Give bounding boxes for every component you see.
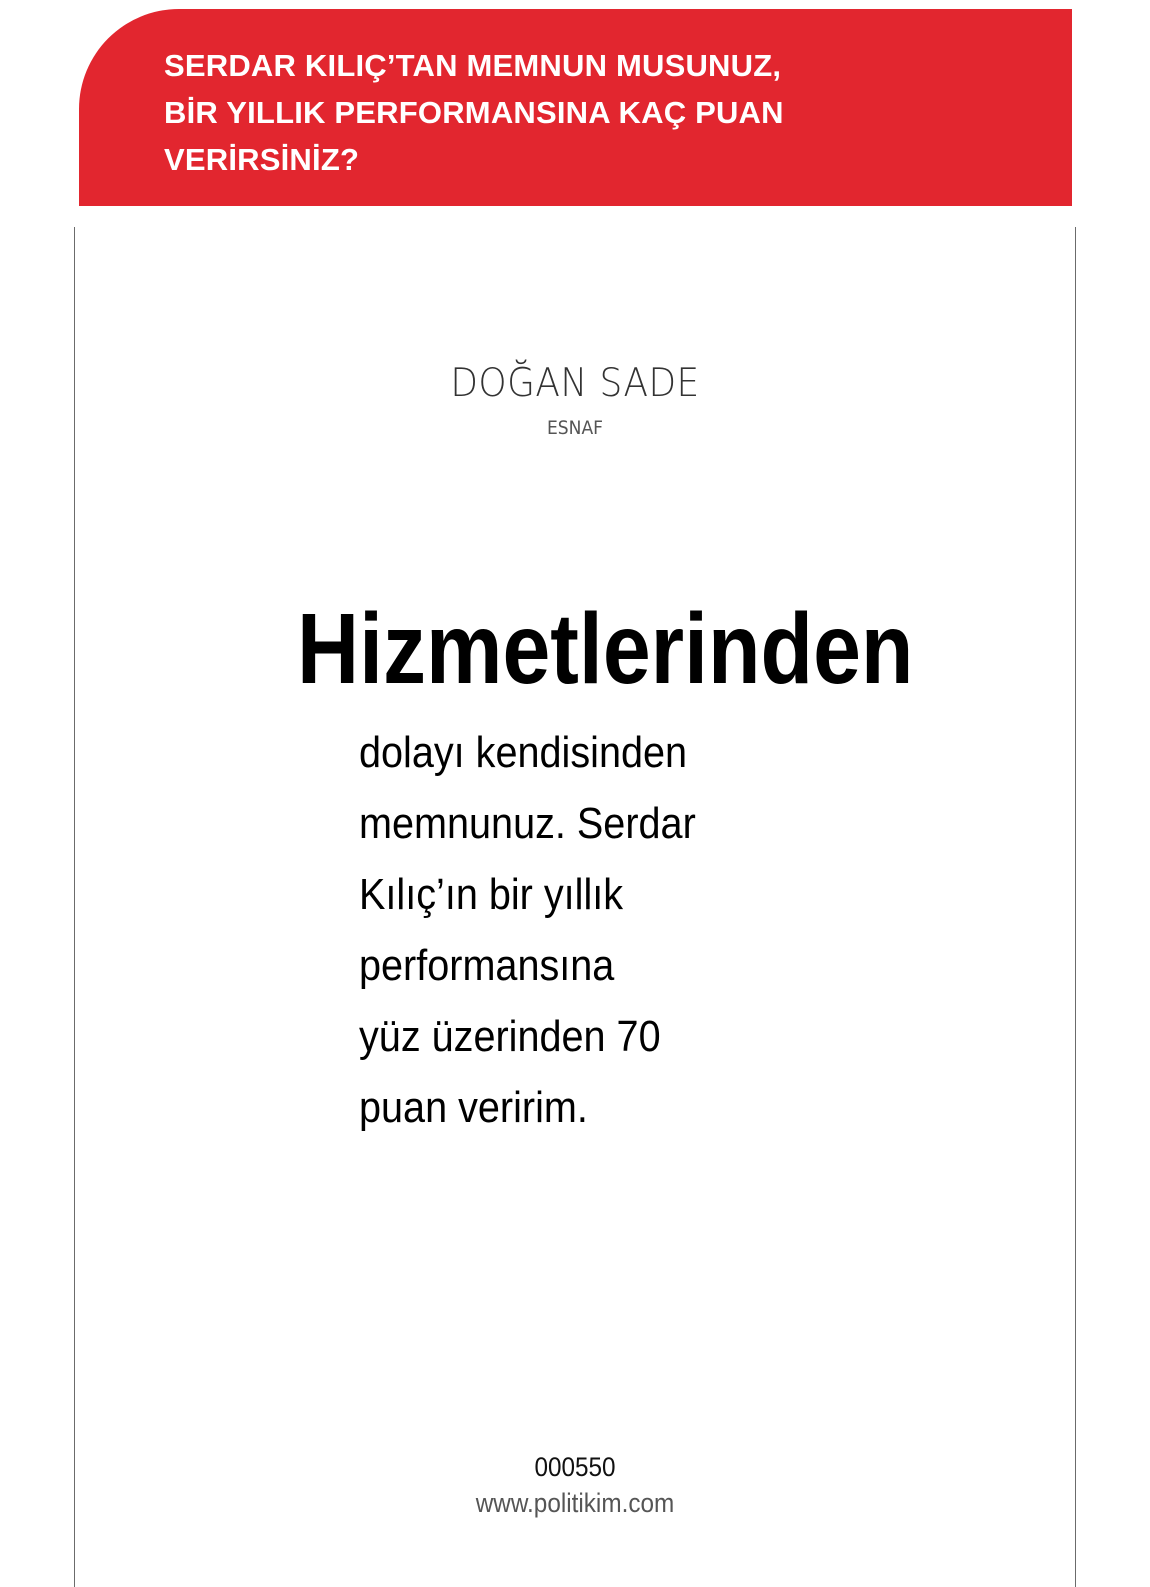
header-title <box>164 42 1044 183</box>
person-name: DOĞAN SADE <box>450 361 700 406</box>
quote-line: Kılıç’ın bir yıllık <box>359 870 624 919</box>
header-title-line: BİR YILLIK PERFORMANSINA KAÇ PUAN <box>164 95 784 130</box>
quote-line: dolayı kendisinden <box>359 728 688 777</box>
quote-headline: Hizmetlerinden <box>297 593 914 705</box>
quote-line: performansına <box>359 941 615 990</box>
quote-body <box>359 717 809 1143</box>
header-title-line: SERDAR KILIÇ’TAN MEMNUN MUSUNUZ, <box>164 48 782 83</box>
quote-line: puan veririm. <box>359 1083 588 1132</box>
quote-line: yüz üzerinden 70 <box>359 1012 661 1061</box>
person-role: ESNAF <box>547 417 603 439</box>
header-banner <box>79 9 1072 206</box>
footer-url[interactable]: www.politikim.com <box>475 1488 675 1518</box>
footer-code: 000550 <box>534 1452 616 1482</box>
quote-line: memnunuz. Serdar <box>359 799 696 848</box>
header-title-line: VERİRSİNİZ? <box>164 142 360 177</box>
